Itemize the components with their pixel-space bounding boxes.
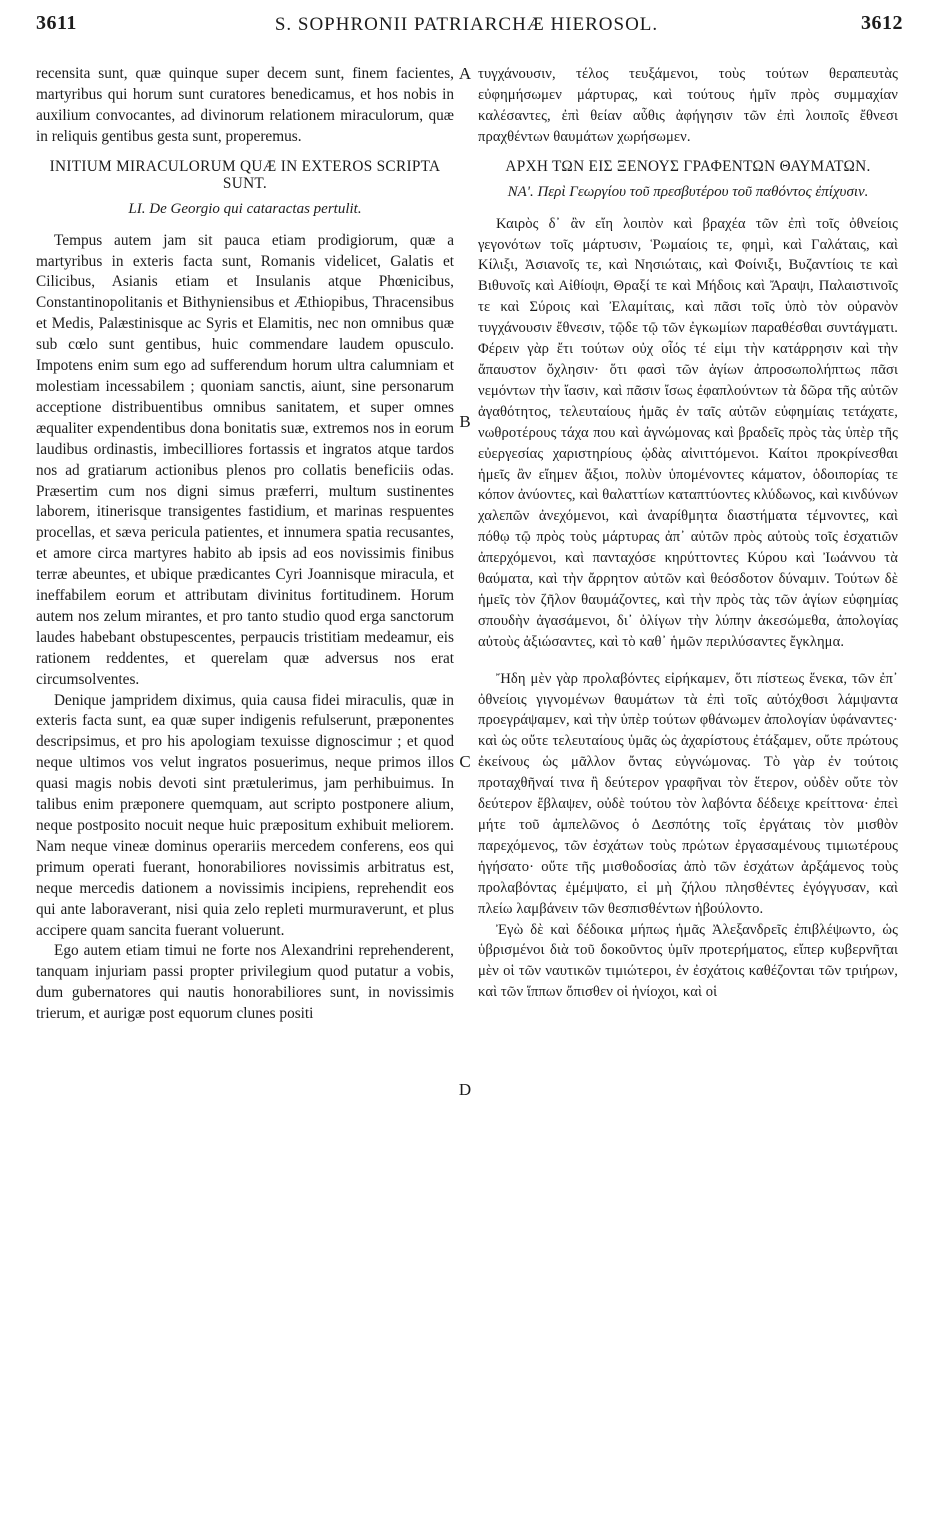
running-title: S. SOPHRONII PATRIARCHÆ HIEROSOL.: [274, 14, 659, 35]
latin-paragraph-3: Ego autem etiam timui ne forte nos Alexandrini reprehenderent, tanquam injuriam passi propter privilegium quod putatur a vobis, dum gubernatores qui nautis honorabiliores sunt, in novissimis trierum, et aurigæ post equorum clunes positi: [36, 942, 454, 1023]
greek-intro-paragraph: τυγχάνουσιν, τέλος τευξάμενοι, τοὺς τούτων θεραπευτὰς εὐφημήσωμεν μάρτυρας, καὶ τούτους ἡμῖν πρὸς συμμαχίαν καλέσαντες, ἐπὶ θείαν αὖθις ἀφήγησιν τῶν ἐπὶ λοιποῖς ἔθνεσι πραχθέντων θαυμάτων χωρήσωμεν.: [478, 66, 898, 145]
latin-paragraph-1: Tempus autem jam sit pauca etiam prodigiorum, quæ a martyribus in exteris facta sunt, Romanis videlicet, Galatis et Cilicibus, Asianis etiam et Insulanis atque Phœnicibus, Constantinopolitanis et Bithyniensibus et Æthiopibus, Thracensibus et Medis, Palæstinisque ac Syris et Elamitis, nec non omnibus quæ sub cœlo sunt gentibus, huic commendare laudem opusculo. Impotens enim sum ego ad sufferendum horum ultra calumniam et molestiam incessabilem ; quoniam sanctis, aiunt, sine personarum acceptione distribuentibus omnibus sanitatem, et super omnes æqualiter expendentibus dona bonitatis suæ, extremos nos in eorum laudibus ordinastis, imbecilliores fortassis et ingratos atque tardos nos ad gratiarum actionibus plenos pro collatis beneficiis odas. Præsertim cum nos digni simus præferri, multum sustinentes laborem, itinerisque transigentes fastidium, et marinas respuentes procellas, et sæva pericula patientes, et innumera spatia recusantes, et amore circa martyres habito ab ipsis ad eos novissimis finibus terræ abeuntes, et ubique prædicantes Cyri Joannisque miracula, et ineffabilem eorum et attributam divinitus fortitudinem. Horum autem nos zelum mirantes, et pro tanto studio quod erga sanctorum laudes habebant obstupescentes, perpaucis tristitiam medeamur, eis rationem reddentes, et querelam quæ adversus nos erat circumsolventes.: [36, 231, 454, 688]
latin-intro-paragraph: recensita sunt, quæ quinque super decem sunt, finem facientes, martyribus qui horum sunt curatores benedicamus, et hos nobis in auxilium convocantes, ad divinorum relationem miraculorum, quæ in reliquis gentibus gesta sunt, properemus.: [36, 65, 454, 145]
margin-letter-c: C: [459, 752, 471, 771]
greek-section-heading: ΑΡΧΗ ΤΩΝ ΕΙΣ ΞΕΝΟΥΣ ΓΡΑΦΕΝΤΩΝ ΘΑΥΜΑΤΩΝ.: [505, 157, 871, 175]
margin-letter-b: B: [459, 412, 471, 431]
latin-section-heading: INITIUM MIRACULORUM QUÆ IN EXTEROS SCRIPTA SUNT.: [49, 157, 441, 192]
latin-chapter-title: LI. De Georgio qui cataractas pertulit.: [128, 200, 362, 217]
latin-column: [36, 64, 454, 1025]
greek-column: [478, 64, 898, 1003]
margin-letter-d: D: [458, 1080, 472, 1099]
greek-paragraph-2: Ἤδη μὲν γὰρ προλαβόντες εἰρήκαμεν, ὅτι πίστεως ἕνεκα, τῶν ἐπ᾽ ὀθνείοις γιγνομένων θαυμάτων τὰ ἐπὶ τοῖς αὐτόχθοσι λάμψαντα προεγράψαμεν, καὶ τὴν ὑπὲρ τούτων φθάνωμεν ἀπολογίαν ὑφάναντες· καὶ ὡς οὔτε τελευταίους ὑμᾶς ὡς ἀχαρίστους ἐτάξαμεν, οὔτε πρώτους ἐκείνους ὡς μᾶλλον ὄντας εὐγνώμονας. Τὸ γὰρ ἐν τούτοις προταχθῆναί τινα ἢ δεύτερον γραφῆναι τὸν ἕτερον, οὐδὲν οὔτε τὸν δεύτερον ἔβλαψεν, οὐδὲ τούτου τὸν λαβόντα δέδειχε κρείττονα· ἐπεὶ μήτε τοῦ ἀμπελῶνος ὁ Δεσπότης τοῖς ἐργάταις τὸν μισθὸν παρεχόμενος, τῶν ἐσχάτων τοὺς πρώτων ἐργασαμένους τιμιωτέρους ἡγήσατο· οὔτε τῆς μισθοδοσίας ἀπὸ τῶν ἐσχάτων ἀρξάμενος τοὺς προλαβόντας ἐμέμψατο, εἰ μὴ ζήλου πλησθέντες ἐγόγγυσαν, καὶ πλείω λαμβάνειν τῶν θεσπισθέντων ἠβούλοντο.: [478, 670, 898, 917]
latin-paragraph-2: Denique jampridem diximus, quia causa fidei miraculis, quæ in exteris facta sunt, ea quæ super indigenis refulserunt, præponentes descripsimus, et pro his apologiam texuisse dignoscimur ; et quod neque ultimos vos velut ingratos posuerimus, neque primos illos quasi magis nobis devoti sint prætulerimus, jam perhibuimus. In talibus enim præponere quemquam, aut scripto postponere alium, neque postposito nocuit neque huic præpositum exhibuit meliorem. Nam neque vineæ dominus operariis mercedem conferens, eos qui primum operati fuerant, honorabiliores novissimis arbitratus est, neque mercedis dationem a novissimis incipiens, reprehendit eos qui ante laboraverant, nisi quia zelo repleti murmuraverunt, et plus accipere quam sancita fuerant voluerunt.: [36, 691, 454, 939]
page-number-left: 3611: [36, 12, 77, 34]
margin-letter-a: A: [458, 64, 472, 83]
page-header: [0, 12, 933, 38]
page-number-right: 3612: [861, 12, 903, 34]
greek-paragraph-3: Ἐγὼ δὲ καὶ δέδοικα μήπως ἡμᾶς Ἀλεξανδρεῖς ἐπιβλέψωντο, ὡς ὑβρισμένοι διὰ τοῦ δοκοῦντος ὑμῖν προτερήματος, εἴπερ κυβερνῆται μὲν οἱ τῶν ναυτικῶν τιμιώτεροι, ἐν ἐσχάτοις καθέζονται τῶν τριήρων, καὶ τῶν ἵππων ὄπισθεν οἱ ἡνίοχοι, καὶ οἱ: [478, 921, 898, 1001]
greek-chapter-title: ΝΑʹ. Περὶ Γεωργίου τοῦ πρεσβυτέρου τοῦ παθόντος ἐπίχυσιν.: [507, 183, 869, 200]
greek-paragraph-1: Καιρὸς δ᾽ ἂν εἴη λοιπὸν καὶ βραχέα τῶν ἐπὶ τοῖς ὀθνείοις γεγονότων τοῖς μάρτυσιν, Ῥωμαίοις τε, φημὶ, καὶ Γαλάταις, καὶ Κίλιξι, Ἀσιανοῖς τε, καὶ Νησιώταις, καὶ Φοίνιξι, Βυζαντίοις τε καὶ Βιθυνοῖς καὶ Αἰθίοψι, Θραξί τε καὶ Μήδοις καὶ Ἄραψι, Παλαιστινοῖς τε καὶ Σύροις καὶ Ἐλαμίταις, καὶ πᾶσι τοῖς ὑπὸ τὸν οὐρανὸν τυγχάνουσιν ἔθνεσιν, τῷδε τῷ τῶν ἐγκωμίων παραθέσθαι συντάγματι. Φέρειν γὰρ ἔτι τούτων οὐχ οἷός τέ εἰμι τὴν κατάρρησιν καὶ τὴν ἄπαυστον ὄχλησιν· ὅτι φασὶ τῶν ἁγίων ἀπροσωπολήπτως πᾶσι νεμόντων τὴν ἴασιν, καὶ πᾶσιν ἴσως ἐφαπλούντων τὰ δῶρα τῆς αὐτῶν ἀγαθότητος, τελευταίους ἡμᾶς ἐν ταῖς αὐτῶν εὐφημίαις τετάχατε, νωθροτέρους τάχα που καὶ ἀγνώμονας καὶ βραδεῖς πρὸς τὰς ὑπὲρ τῆς εὐεργεσίας χαριστηρίους ᾠδὰς αἰνιττόμενοι. Καίτοι προκρίνεσθαι ἡμεῖς ἂν εἴημεν ἄξιοι, πολὺν ὑπομένοντες κάματον, ὁδοιπορίας τε κόπον ἀνύοντες, καὶ θαλαττίων καταπτύοντες κλύδωνος, καὶ κινδύνων χαλεπῶν ἀνεχόμενοι, καὶ ἀναρίθμητα διαστήματα τέμνοντες, καὶ πόθῳ τῷ πρὸς τοὺς μάρτυρας ἀπ᾽ αὐτῶν πρὸς αὐτοὺς τοῖς ἐσχατιῶν ἀπερχόμενοι, καὶ πανταχόσε κηρύττοντες Κύρου καὶ Ἰωάννου τὰ θαύματα, καὶ τὴν ἄρρητον αὐτῶν καὶ θεόσδοτον δύναμιν. Τούτων δὲ ἡμεῖς τὸν ζῆλον θαυμάζοντες, καὶ τὴν πρὸς τὰς τῶν ἁγίων εὐφημίας σπουδὴν ἀγασάμενοι, δι᾽ ὀλίγων τὴν λύπην ἀκεσώμεθα, ἀπολογίας αὐτοὺς ἀξιώσαντες, καὶ τὸ καθ᾽ ἡμῶν περιλύσαντες ἔγκλημα.: [478, 215, 898, 650]
